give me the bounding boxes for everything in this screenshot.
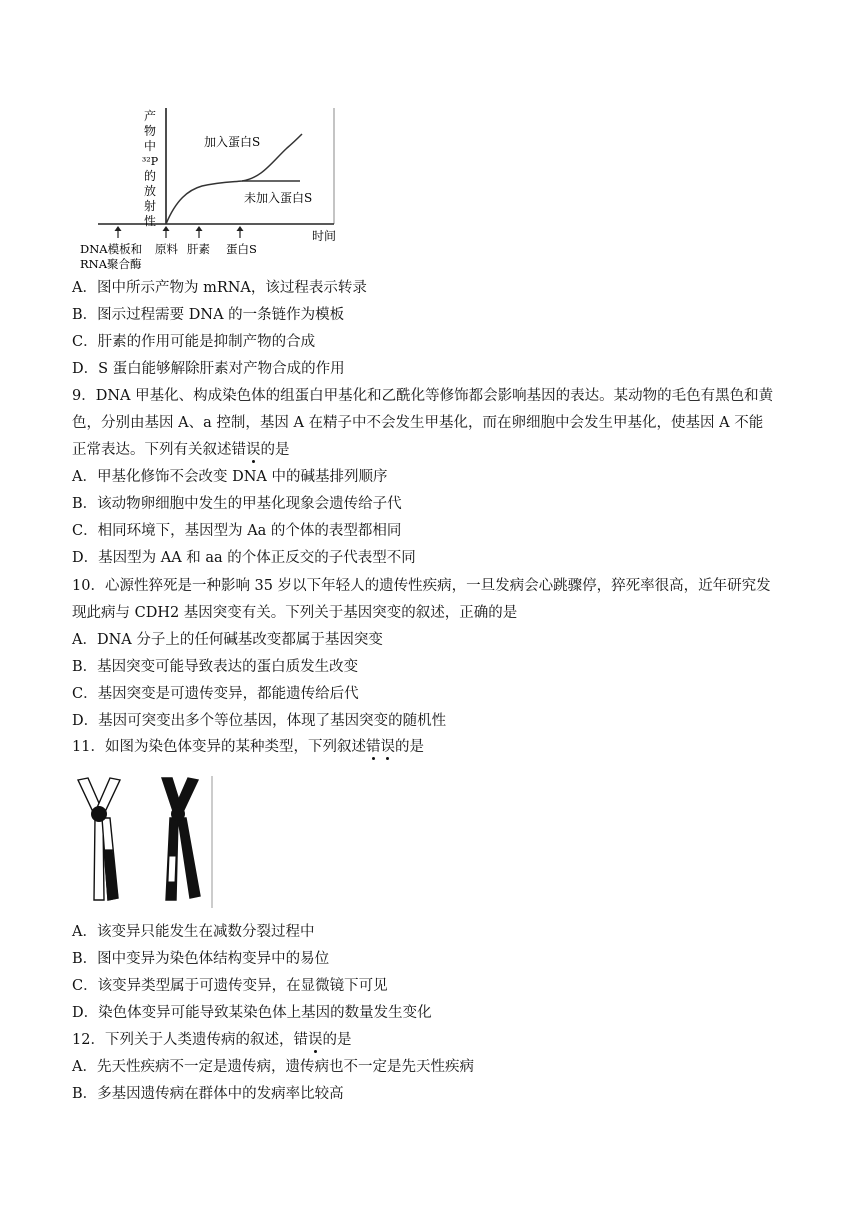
marker-label-dna: DNA模板和 — [80, 242, 143, 256]
q10-option-c: C．基因突变是可遗传变异，都能遗传给后代 — [72, 686, 359, 702]
y-label-char: 射 — [143, 199, 157, 213]
q11-emphasis-char-dotted: 误 — [380, 739, 395, 755]
centromere-left — [91, 806, 107, 822]
q9-stem-line2: 色，分别由基因 A、a 控制，基因 A 在精子中不会发生甲基化，而在卵细胞中会发生甲基化，使基因 A 不能 — [72, 415, 764, 431]
q11-stem — [72, 737, 424, 757]
q11-option-d: D．染色体变异可能导致某染色体上基因的数量发生变化 — [72, 1005, 432, 1021]
q11-stem-text: 11．如图为染色体变异的某种类型，下列叙述 — [72, 739, 366, 755]
q12-stem-text: 12．下列关于人类遗传病的叙述， — [72, 1032, 294, 1048]
y-label-char: ³²P — [141, 155, 159, 168]
q8-option-d: D．S 蛋白能够解除肝素对产物合成的作用 — [72, 361, 345, 377]
y-label-char: 放 — [143, 184, 157, 198]
y-label-char: 物 — [143, 124, 157, 138]
curve-label-added: 加入蛋白S — [204, 135, 261, 149]
q12-option-a: A．先天性疾病不一定是遗传病，遗传病也不一定是先天性疾病 — [72, 1059, 474, 1075]
q11-stem-text-end: 的是 — [394, 739, 424, 755]
q8-option-c: C．肝素的作用可能是抑制产物的合成 — [72, 334, 316, 350]
q9-option-d: D．基因型为 AA 和 aa 的个体正反交的子代表型不同 — [72, 550, 416, 566]
marker-label-heparin: 肝素 — [187, 242, 210, 256]
marker-label-protein-s: 蛋白S — [226, 242, 257, 256]
q10-option-b: B．基因突变可能导致表达的蛋白质发生改变 — [72, 659, 359, 675]
q11-option-a: A．该变异只能发生在减数分裂过程中 — [72, 924, 315, 940]
q12-emphasis-char-dotted: 误 — [307, 1032, 323, 1048]
marker-label-rna: RNA聚合酶 — [80, 257, 142, 271]
curve-label-not-added: 未加入蛋白S — [244, 191, 313, 205]
marker-label-material: 原料 — [155, 242, 178, 256]
q9-stem-line1: 9．DNA 甲基化、构成染色体的组蛋白甲基化和乙酰化等修饰都会影响基因的表达。某动物的毛色有黑色和黄 — [72, 388, 774, 404]
q12-emphasis-char: 错 — [293, 1032, 308, 1048]
q12-option-b: B．多基因遗传病在群体中的发病率比较高 — [72, 1086, 344, 1102]
y-label-char: 性 — [143, 214, 157, 228]
q10-stem-line2: 现此病与 CDH2 基因突变有关。下列关于基因突变的叙述，正确的是 — [72, 605, 518, 621]
centromere-right — [171, 807, 185, 821]
y-label-char: 中 — [143, 139, 157, 153]
q8-option-b: B．图示过程需要 DNA 的一条链作为模板 — [72, 307, 345, 323]
q9-stem-text-end: 的是 — [260, 442, 290, 458]
x-axis-label: 时间 — [312, 229, 337, 243]
q9-option-c: C．相同环境下，基因型为 Aa 的个体的表型都相同 — [72, 523, 402, 539]
q10-option-a: A．DNA 分子上的任何碱基改变都属于基因突变 — [72, 632, 383, 648]
radioactivity-graph — [72, 100, 342, 275]
q11-emphasis-char-dotted: 错 — [365, 739, 381, 755]
q9-emphasis-char-dotted: 误 — [246, 442, 261, 458]
q11-option-c: C．该变异类型属于可遗传变异，在显微镜下可见 — [72, 978, 388, 994]
q10-option-d: D．基因可突变出多个等位基因，体现了基因突变的随机性 — [72, 713, 447, 729]
y-label-char: 的 — [143, 169, 157, 183]
q9-stem-text: 正常表达。下列有关叙述 — [72, 442, 232, 458]
q8-option-a: A．图中所示产物为 mRNA，该过程表示转录 — [72, 280, 367, 296]
q11-option-b: B．图中变异为染色体结构变异中的易位 — [72, 951, 330, 967]
y-label-char: 产 — [143, 109, 157, 123]
q9-option-a: A．甲基化修饰不会改变 DNA 中的碱基排列顺序 — [72, 469, 388, 485]
q10-stem-line1: 10．心源性猝死是一种影响 35 岁以下年轻人的遗传性疾病，一旦发病会心跳骤停，猝死率很高，近年研究发 — [72, 578, 771, 594]
q9-stem-line3 — [72, 440, 290, 460]
chromosome-translocation-figure — [68, 772, 216, 912]
q12-stem-text-end: 的是 — [322, 1032, 352, 1048]
q9-emphasis-char: 错 — [231, 442, 246, 458]
q12-stem — [72, 1030, 351, 1050]
q9-option-b: B．该动物卵细胞中发生的甲基化现象会遗传给子代 — [72, 496, 402, 512]
